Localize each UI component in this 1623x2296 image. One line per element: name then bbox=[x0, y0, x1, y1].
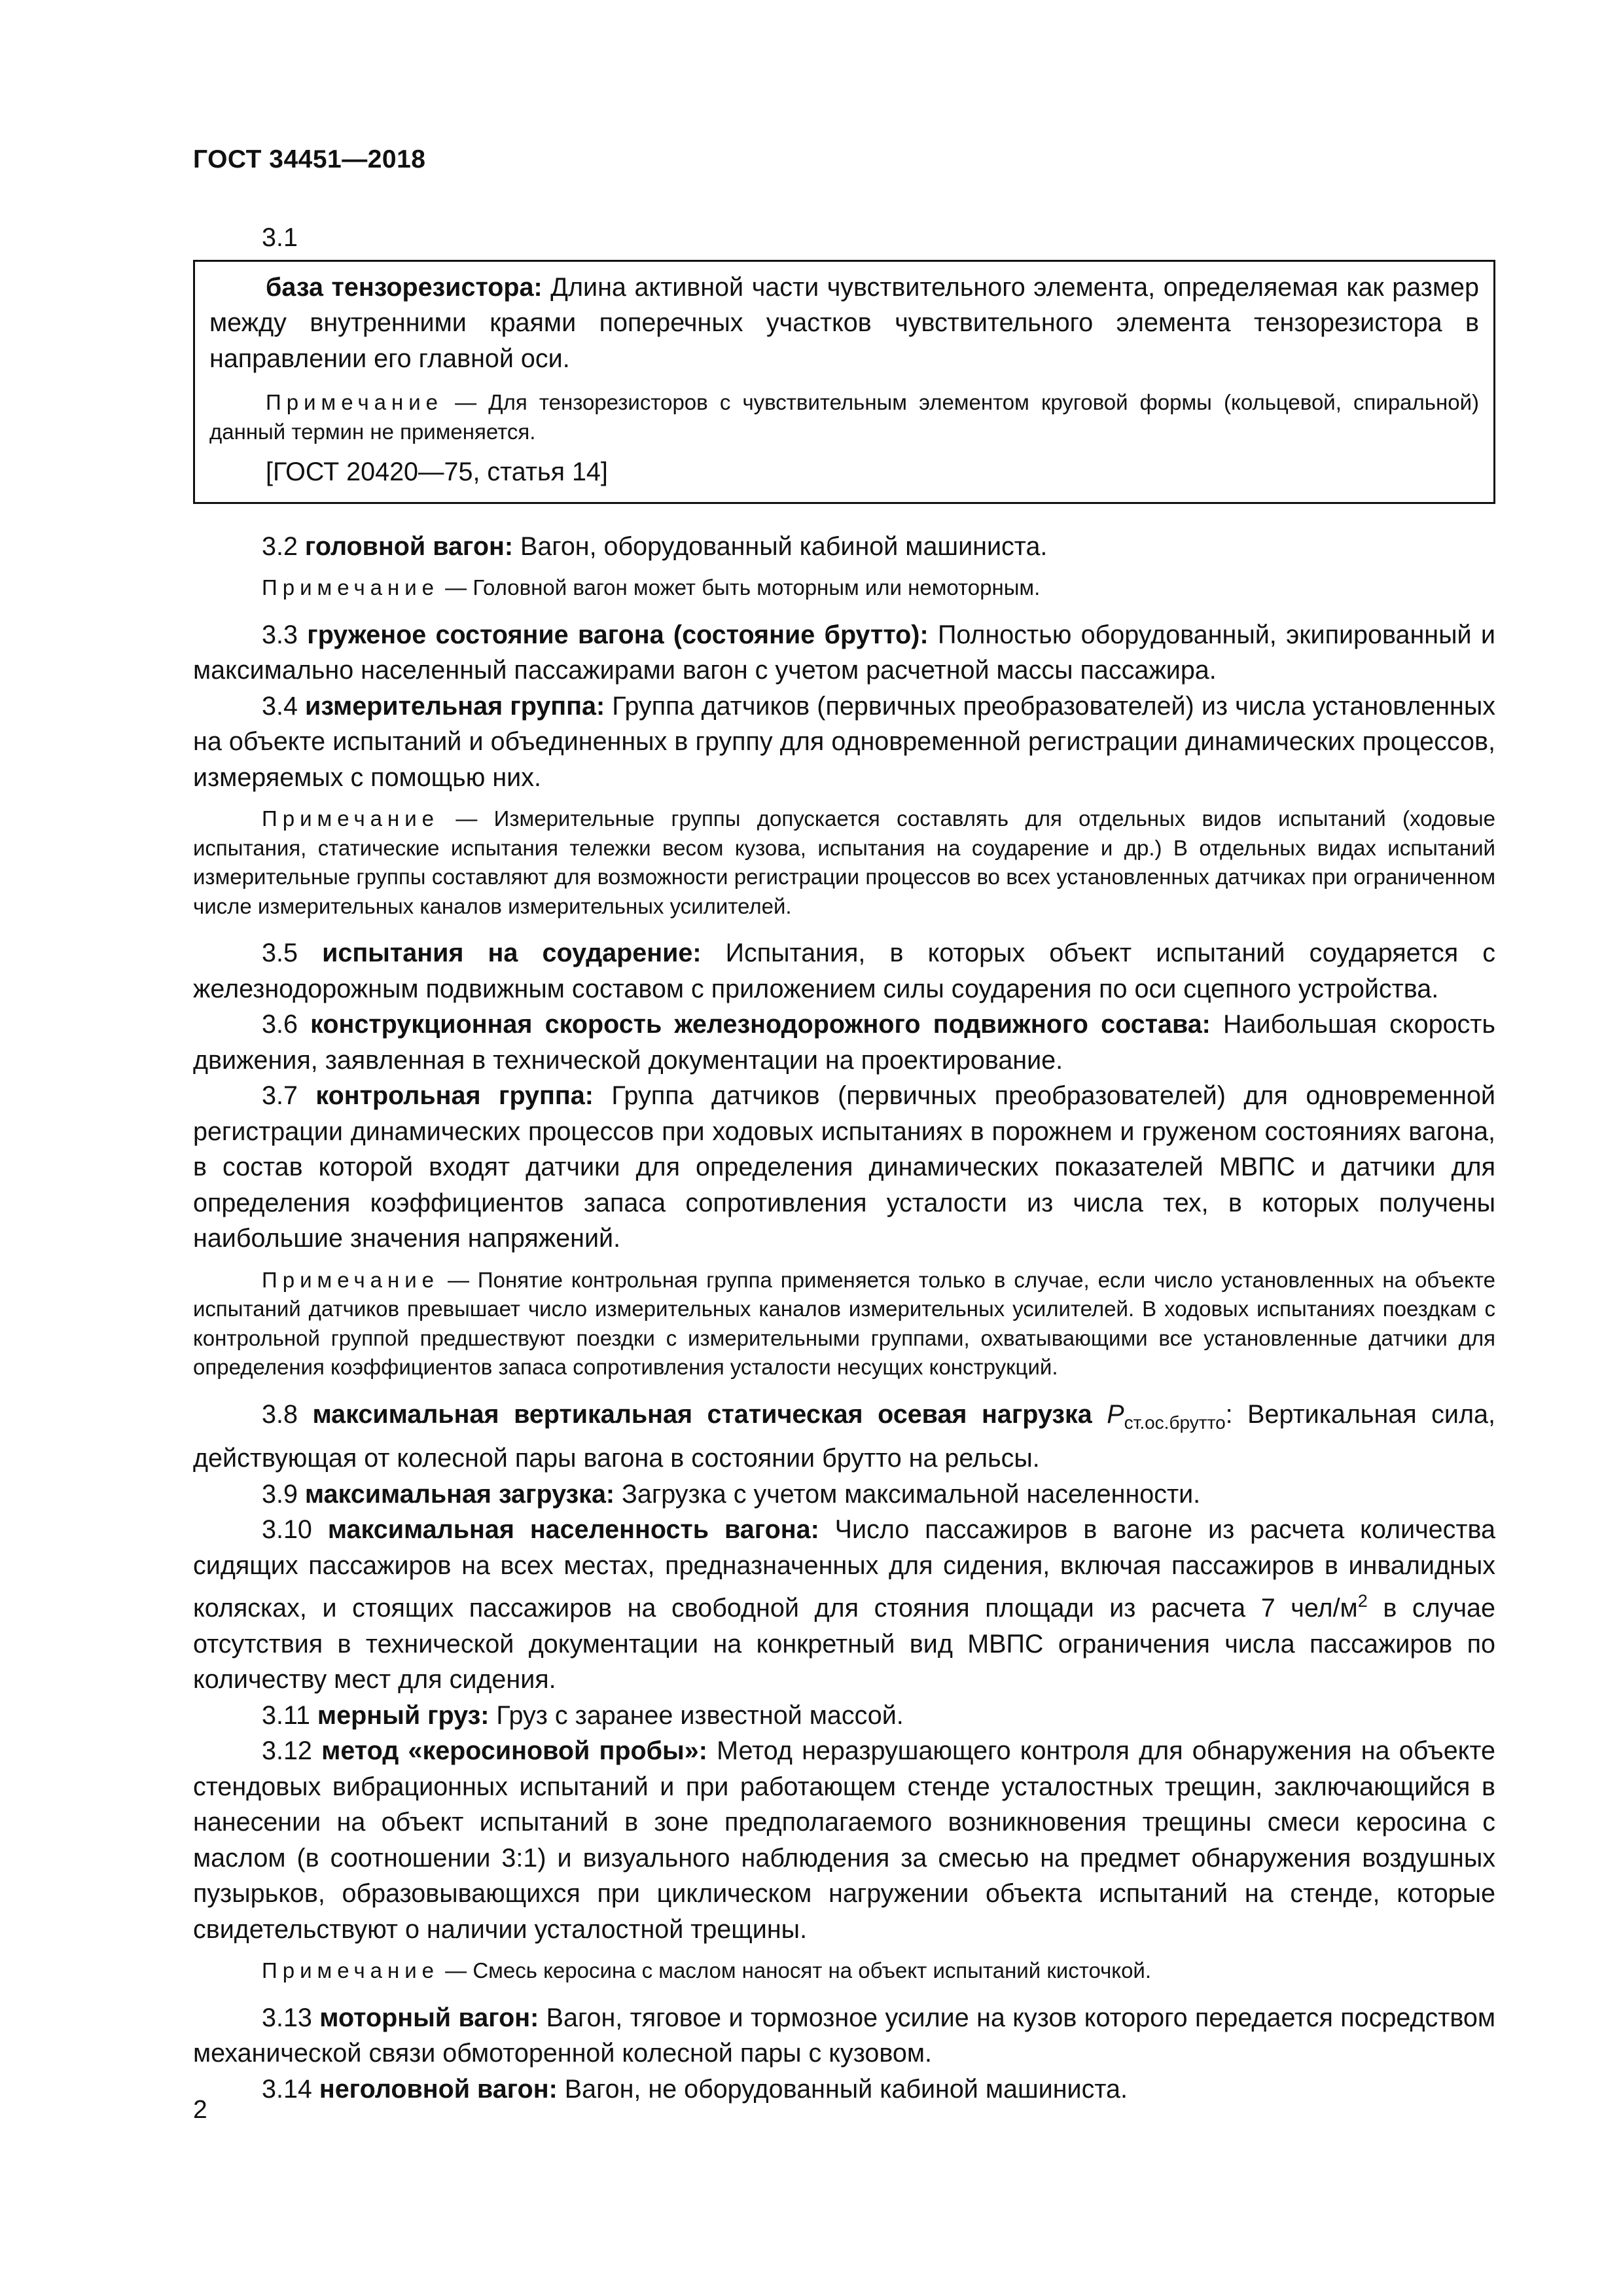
term-3-3 bbox=[193, 617, 1495, 689]
term-definition: Загрузка с учетом максимальной населенности. bbox=[615, 1479, 1201, 1509]
page-number: 2 bbox=[193, 2096, 207, 2124]
terms-section bbox=[193, 220, 1495, 2107]
term-number: 3.6 bbox=[262, 1010, 311, 1039]
term-definition: Вагон, не оборудованный кабиной машиниста. bbox=[557, 2074, 1128, 2104]
term-number-3-1: 3.1 bbox=[262, 223, 298, 252]
load-symbol: P bbox=[1107, 1399, 1124, 1429]
term-name: максимальная загрузка: bbox=[304, 1479, 615, 1509]
term-definition-cont: в случае отсутствия в технической документации на конкретный вид МВПС ограничения числа пассажиров по количеству мест для сидения. bbox=[193, 1594, 1495, 1694]
term-name: испытания на соударение: bbox=[322, 939, 702, 967]
term-3-2 bbox=[193, 529, 1495, 565]
definition-box-3-1 bbox=[193, 260, 1495, 504]
note-label: Примечание bbox=[266, 390, 444, 414]
term-3-9 bbox=[193, 1477, 1495, 1513]
term-3-10 bbox=[193, 1512, 1495, 1698]
term-definition: Испытания, в которых объект испытаний соударяется с железнодорожным подвижным составом с приложением силы соударения по оси сцепного устройства. bbox=[193, 939, 1495, 1003]
term-name: неголовной вагон: bbox=[319, 2074, 558, 2104]
load-subscript: ст.ос.брутто bbox=[1124, 1412, 1226, 1433]
term-3-8 bbox=[193, 1397, 1495, 1477]
term-name: максимальная населенность вагона: bbox=[327, 1515, 819, 1544]
source-reference: [ГОСТ 20420—75, статья 14] bbox=[266, 457, 608, 486]
note-text: — Понятие контрольная группа применяется только в случае, если число установленных на объекте испытаний датчиков превышает число измерительных каналов измерительных усилителей. В ходовых испытаниях поездкам с контрольной группой предшествуют поездки с измерительными группами, охватывающими все установленные датчики для определения коэффициентов запаса сопротивления усталости несущих конструкций. bbox=[193, 1267, 1495, 1379]
term-definition: Группа датчиков (первичных преобразователей) из числа установленных на объекте испытаний и объединенных в группу для одновременной регистрации динамических процессов, измеряемых с помощью них. bbox=[193, 691, 1495, 792]
term-3-1 bbox=[209, 270, 1479, 377]
note-text: — Головной вагон может быть моторным или немоторным. bbox=[439, 575, 1041, 600]
term-name: метод «керосиновой пробы»: bbox=[321, 1736, 707, 1765]
note-3-12 bbox=[193, 1956, 1495, 1986]
term-3-14 bbox=[193, 2072, 1495, 2108]
term-name: моторный вагон: bbox=[319, 2003, 539, 2032]
note-3-2 bbox=[193, 573, 1495, 603]
term-number: 3.9 bbox=[262, 1479, 305, 1509]
term-number: 3.14 bbox=[262, 2074, 319, 2104]
note-label: Примечание bbox=[262, 806, 440, 831]
term-definition: Полностью оборудованный, экипированный и максимально населенный пассажирами вагон с учетом расчетной массы пассажира. bbox=[193, 620, 1495, 685]
note-label: Примечание bbox=[262, 1267, 440, 1292]
term-name: головной вагон: bbox=[304, 531, 513, 561]
term-number: 3.5 bbox=[262, 939, 323, 967]
note-text: — Для тензорезисторов с чувствительным элементом круговой формы (кольцевой, спиральной) данный термин не применяется. bbox=[209, 390, 1479, 444]
term-definition: Группа датчиков (первичных преобразователей) для одновременной регистрации динамических процессов при ходовых испытаниях в порожнем и груженом состояниях вагона, в состав которой входят датчики для определения динамических показателей МВПС и датчики для определения коэффициентов запаса сопротивления усталости из числа тех, в которых получены наибольшие значения напряжений. bbox=[193, 1081, 1495, 1253]
term-3-11 bbox=[193, 1698, 1495, 1734]
term-definition: : Вертикальная сила, действующая от колесной пары вагона в состоянии брутто на рельсы. bbox=[193, 1399, 1495, 1473]
document-header: ГОСТ 34451—2018 bbox=[193, 145, 426, 173]
term-3-13 bbox=[193, 2000, 1495, 2072]
term-definition: Метод неразрушающего контроля для обнаружения на объекте стендовых вибрационных испытаний и при работающем стенде усталостных трещин, заключающийся в нанесении на объект испытаний в зоне предполагаемого возникновения трещины смеси керосина с маслом (в соотношении 3:1) и визуального наблюдения за смесью на предмет обнаружения воздушных пузырьков, образовывающихся при циклическом нагружении объекта испытаний на стенде, которые свидетельствуют о наличии усталостной трещины. bbox=[193, 1736, 1496, 1944]
note-3-7 bbox=[193, 1266, 1495, 1382]
term-number: 3.12 bbox=[262, 1736, 322, 1765]
term-definition: Число пассажиров в вагоне из расчета количества сидящих пассажиров на всех местах, предназначенных для сидения, включая пассажиров в инвалидных колясках, и стоящих пассажиров на свободной для стояния площади из расчета 7 чел/м bbox=[193, 1515, 1495, 1623]
note-text: — Измерительные группы допускается составлять для отдельных видов испытаний (ходовые испытания, статические испытания тележки весом кузова, испытания на соударение и др.) В отдельных видах испытаний измерительные группы составляют для возможности регистрации процессов во всех установленных датчиках при ограниченном числе измерительных каналов измерительных усилителей. bbox=[193, 806, 1495, 918]
note-text: — Смесь керосина с маслом наносят на объект испытаний кисточкой. bbox=[439, 1958, 1152, 1982]
term-definition: Вагон, оборудованный кабиной машиниста. bbox=[513, 531, 1048, 561]
term-number: 3.2 bbox=[262, 531, 305, 561]
term-3-7 bbox=[193, 1078, 1495, 1257]
term-name: измерительная группа: bbox=[305, 691, 605, 721]
term-definition: Длина активной части чувствительного элемента, определяемая как размер между внутренними краями поперечных участков чувствительного элемента тензорезистора в направлении его главной оси. bbox=[209, 272, 1479, 373]
term-number: 3.10 bbox=[262, 1515, 328, 1544]
term-definition: Наибольшая скорость движения, заявленная в технической документации на проектирование. bbox=[193, 1010, 1495, 1075]
superscript-2: 2 bbox=[1357, 1591, 1368, 1611]
note-3-1 bbox=[209, 388, 1479, 446]
term-name: контрольная группа: bbox=[315, 1081, 594, 1110]
term-3-6 bbox=[193, 1007, 1495, 1078]
term-name: груженое состояние вагона (состояние брутто): bbox=[307, 620, 929, 649]
note-label: Примечание bbox=[262, 1958, 440, 1982]
term-number: 3.11 bbox=[262, 1700, 317, 1730]
term-number: 3.7 bbox=[262, 1081, 316, 1110]
term-name: конструкционная скорость железнодорожного подвижного состава: bbox=[310, 1010, 1211, 1039]
term-3-12 bbox=[193, 1733, 1495, 1947]
term-number: 3.4 bbox=[262, 691, 306, 721]
term-name: максимальная вертикальная статическая осевая нагрузка bbox=[312, 1399, 1107, 1429]
term-number: 3.8 bbox=[262, 1399, 313, 1429]
note-label: Примечание bbox=[262, 575, 440, 600]
term-name: база тензорезистора: bbox=[266, 272, 543, 302]
term-definition: Вагон, тяговое и тормозное усилие на кузов которого передается посредством механической связи обмоторенной колесной пары с кузовом. bbox=[193, 2003, 1496, 2068]
term-definition: Груз с заранее известной массой. bbox=[489, 1700, 904, 1730]
term-number: 3.3 bbox=[262, 620, 308, 649]
term-number: 3.13 bbox=[262, 2003, 320, 2032]
term-3-4 bbox=[193, 689, 1495, 796]
term-name: мерный груз: bbox=[317, 1700, 490, 1730]
term-3-5 bbox=[193, 935, 1495, 1007]
note-3-4 bbox=[193, 804, 1495, 921]
